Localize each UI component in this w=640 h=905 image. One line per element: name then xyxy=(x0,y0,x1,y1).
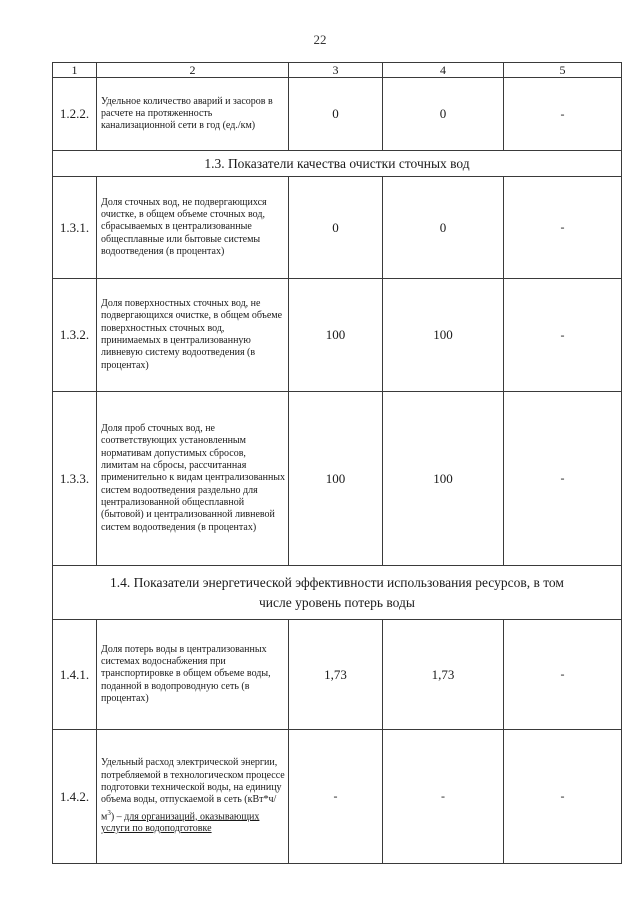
table-row xyxy=(53,279,622,392)
row-description: Доля проб сточных вод, не соответствующих установленным нормативам допустимых сбросов, лимитам на сбросы, рассчитанная применительно к видам централизованных систем водоотведения раздельно для централизованной общесплавной (бытовой) и централизованной ливневой систем водоотведения (в процентах) xyxy=(97,392,289,566)
table-row xyxy=(53,730,622,864)
row-description: Доля сточных вод, не подвергающихся очистке, в общем объеме сточных вод, сбрасываемых в централизованные общесплавные или бытовые системы водоотведения (в процентах) xyxy=(97,177,289,279)
row-value-col4: 0 xyxy=(383,78,504,151)
row-description-underlined: для организаций, оказывающих услуги по водоподготовке xyxy=(101,810,260,835)
table-header-row xyxy=(53,63,622,78)
row-value-col5: - xyxy=(504,78,622,151)
row-number: 1.4.2. xyxy=(53,730,97,864)
table-row xyxy=(53,78,622,151)
header-cell: 4 xyxy=(383,63,504,78)
row-value-col3: 100 xyxy=(289,279,383,392)
row-value-col4: 0 xyxy=(383,177,504,279)
row-number: 1.4.1. xyxy=(53,620,97,730)
row-value-col4: 100 xyxy=(383,279,504,392)
table-row xyxy=(53,620,622,730)
row-value-col5: - xyxy=(504,620,622,730)
section-heading-row xyxy=(53,566,622,620)
table-row xyxy=(53,392,622,566)
row-value-col5: - xyxy=(504,730,622,864)
row-description-text: Удельный расход электрической энергии, потребляемой в технологическом процессе подготовки технической воды, на единицу объема воды, отпускаемой в сеть (кВт*ч/м xyxy=(101,757,285,822)
page-number: 22 xyxy=(313,32,327,47)
row-description: Доля поверхностных сточных вод, не подвергающихся очистке, в общем объеме поверхностных сточных вод, принимаемых в централизованную ливневую систему водоотведения (в процентах) xyxy=(97,279,289,392)
row-number: 1.2.2. xyxy=(53,78,97,151)
row-description: Доля потерь воды в централизованных системах водоснабжения при транспортировке в общем объеме воды, поданной в водопроводную сеть (в процентах) xyxy=(97,620,289,730)
row-value-col4: 100 xyxy=(383,392,504,566)
section-heading-line: 1.4. Показатели энергетической эффективности использования ресурсов, в том xyxy=(110,574,564,590)
section-heading: 1.3. Показатели качества очистки сточных вод xyxy=(53,151,622,177)
superscript: 3 xyxy=(107,808,111,817)
header-cell: 3 xyxy=(289,63,383,78)
table-row xyxy=(53,177,622,279)
row-value-col3: 0 xyxy=(289,177,383,279)
row-value-col5: - xyxy=(504,392,622,566)
row-value-col5: - xyxy=(504,177,622,279)
header-cell: 2 xyxy=(97,63,289,78)
row-value-col4: - xyxy=(383,730,504,864)
section-heading-row xyxy=(53,151,622,177)
row-number: 1.3.3. xyxy=(53,392,97,566)
section-heading xyxy=(53,566,622,620)
row-value-col3: 1,73 xyxy=(289,620,383,730)
section-heading-line: числе уровень потерь воды xyxy=(259,594,415,610)
row-description-text: ) – xyxy=(110,810,125,822)
row-value-col3: 0 xyxy=(289,78,383,151)
header-cell: 5 xyxy=(504,63,622,78)
row-description xyxy=(97,730,289,864)
row-value-col3: - xyxy=(289,730,383,864)
row-number: 1.3.2. xyxy=(53,279,97,392)
row-value-col3: 100 xyxy=(289,392,383,566)
indicators-table xyxy=(52,62,622,864)
header-cell: 1 xyxy=(53,63,97,78)
row-value-col4: 1,73 xyxy=(383,620,504,730)
row-description: Удельное количество аварий и засоров в расчете на протяженность канализационной сети в год (ед./км) xyxy=(97,78,289,151)
row-value-col5: - xyxy=(504,279,622,392)
row-number: 1.3.1. xyxy=(53,177,97,279)
